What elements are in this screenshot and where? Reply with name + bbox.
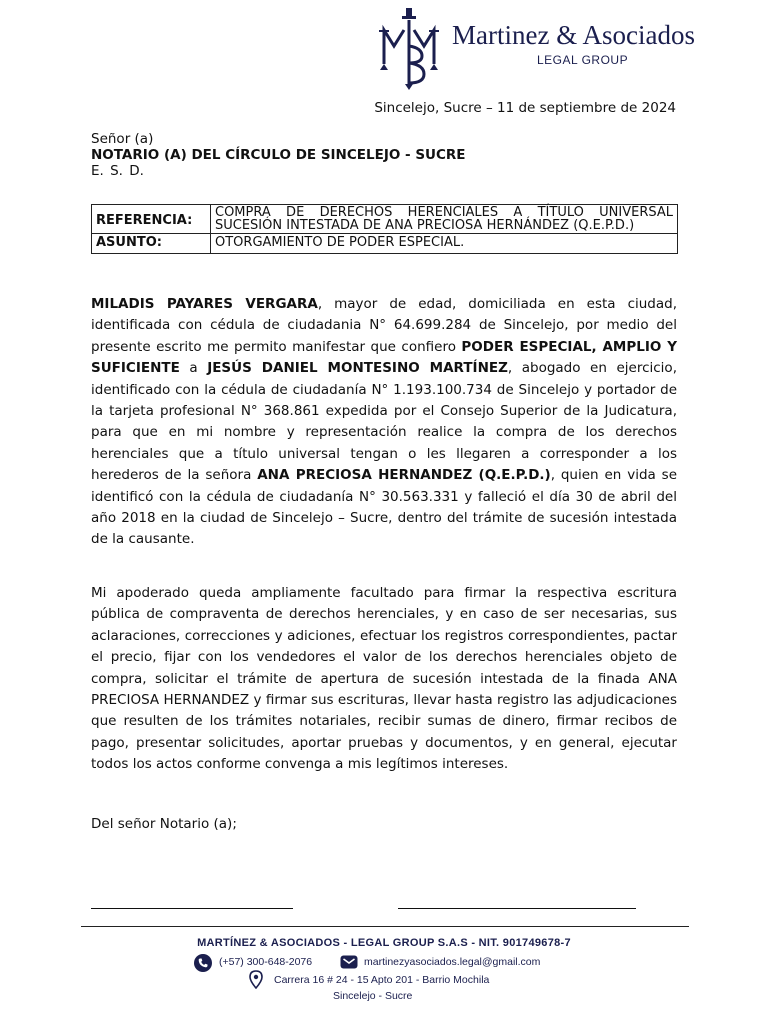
closing-line: Del señor Notario (a);: [91, 816, 237, 832]
recipient: NOTARIO (A) DEL CÍRCULO DE SINCELEJO - SUCRE: [91, 147, 466, 163]
signature-line-left: [91, 908, 293, 909]
body-paragraph-2: Mi apoderado queda ampliamente facultado para firmar la respectiva escritura pública de compraventa de derechos herenciales, y en caso de ser necesarias, sus aclaraciones, correcciones y adiciones, efectuar los registros correspondientes, pactar el precio, fijar con los vendedores el valor de los derechos herenciales objeto de compra, solicitar el trámite de apertura de sucesión intestada de la finada ANA PRECIOSA HERNANDEZ y firmar sus escrituras, llevar hasta registro las adjudicaciones que resulten de los trámites notariales, recibir sumas de dinero, firmar recibos de pago, presentar solicitudes, aportar pruebas y documentos, y en general, ejecutar todos los actos conforme convenga a mis legítimos intereses.: [91, 585, 677, 773]
reference-value: COMPRA DE DERECHOS HERENCIALES A TÍTULO UNIVERSAL SUCESIÓN INTESTADA DE ANA PRECIOSA HERNÁNDEZ (Q.E.P.D.): [211, 205, 678, 234]
p1-text-a: , mayor de edad, domiciliada en esta ciudad, identificada con cédula de ciudadania N° 64.699.284 de Sincelejo, por medio del presente escrito me permito manifestar que confiero: [91, 296, 678, 355]
grantor-name: MILADIS PAYARES VERGARA: [91, 296, 318, 312]
power-type: PODER ESPECIAL, AMPLIO Y SUFICIENTE: [91, 338, 677, 377]
esd-line: E. S. D.: [91, 163, 144, 179]
reference-row: [92, 205, 678, 234]
p1-text-c: , abogado en ejercicio, identificado con la cédula de ciudadanía N° 1.193.100.734 de Sincelejo y portador de la tarjeta profesional N° 368.861 expedida por el Consejo Superior de la Judicatura, para que en mi nombre y representación realice la compra de los derechos herenciales que a título universal tengan o les llegaren a corresponder a los herederos de la señora: [91, 360, 677, 484]
subject-row: [92, 234, 678, 254]
mail-icon: [340, 955, 358, 969]
footer-email: martinezyasociados.legal@gmail.com: [364, 956, 541, 968]
salutation: Señor (a): [91, 131, 154, 147]
reference-label: REFERENCIA:: [92, 205, 211, 234]
footer-divider: [81, 926, 689, 927]
phone-icon: [194, 954, 212, 972]
subject-label: ASUNTO:: [92, 234, 211, 254]
reference-table: [91, 204, 678, 254]
footer-city: Sincelejo - Sucre: [333, 990, 413, 1002]
deceased-name: ANA PRECIOSA HERNANDEZ (Q.E.P.D.): [257, 467, 551, 484]
firm-subtitle: LEGAL GROUP: [537, 53, 629, 67]
addressee-block: [91, 131, 466, 179]
p1-text-b: a: [179, 360, 208, 377]
attorney-name: JESÚS DANIEL MONTESINO MARTÍNEZ: [207, 360, 508, 377]
body-paragraph-1: [91, 294, 677, 551]
p1-text-d: , quien en vida se identificó con la cédula de ciudadanía N° 30.563.331 y falleció el día 30 de abril del año 2018 en la ciudad de Sincelejo – Sucre, dentro del trámite de sucesión intestada de la causante.: [91, 467, 678, 548]
date-line: Sincelejo, Sucre – 11 de septiembre de 2024: [374, 100, 676, 116]
location-pin-icon: [249, 970, 263, 989]
firm-name: Martinez & Asociados: [452, 20, 695, 50]
footer-firm-line: MARTÍNEZ & ASOCIADOS - LEGAL GROUP S.A.S - NIT. 901749678-7: [197, 937, 571, 949]
subject-value: OTORGAMIENTO DE PODER ESPECIAL.: [211, 234, 678, 254]
signature-line-right: [398, 908, 636, 909]
firm-logo: [378, 6, 440, 90]
footer-phone: (+57) 300-648-2076: [219, 956, 313, 968]
footer-address: Carrera 16 # 24 - 15 Apto 201 - Barrio Mochila: [274, 974, 490, 986]
